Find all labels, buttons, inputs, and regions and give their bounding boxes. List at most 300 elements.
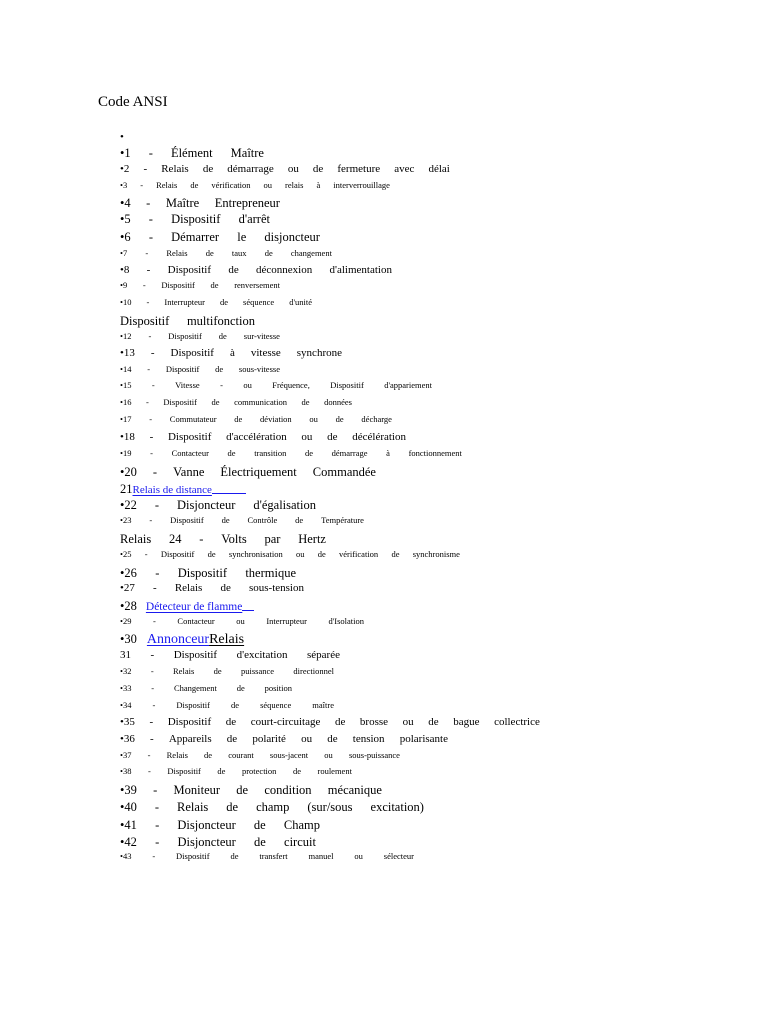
word: •25 — [120, 549, 132, 559]
word: •6 — [120, 230, 131, 244]
word: Dispositif — [176, 700, 210, 710]
word: Commutateur — [169, 414, 217, 424]
word: de — [213, 666, 222, 676]
word: de — [226, 800, 239, 814]
word: •23 — [120, 515, 132, 525]
word: de — [428, 716, 439, 728]
word: Contacteur — [177, 616, 215, 626]
word: à — [229, 347, 235, 359]
word: ou — [295, 549, 305, 559]
word: - — [153, 616, 156, 626]
word: de — [317, 549, 326, 559]
word: à — [386, 448, 390, 458]
word: changement — [290, 248, 332, 258]
word: Relais — [177, 800, 209, 814]
word: Dispositif — [177, 566, 227, 580]
word: Volts — [221, 532, 247, 546]
list-item — [120, 448, 462, 458]
word: champ — [256, 800, 290, 814]
word: directionnel — [293, 666, 334, 676]
word: décélération — [352, 431, 406, 443]
word: ou — [402, 716, 414, 728]
word: sur-vitesse — [243, 331, 280, 341]
detecteur-de-flamme-link[interactable]: Détecteur de flamme — [145, 601, 243, 613]
word: •2 — [120, 163, 130, 175]
item-number: •30 — [120, 632, 137, 646]
word: brosse — [359, 716, 389, 728]
word: fonctionnement — [408, 448, 462, 458]
word: mécanique — [327, 783, 382, 797]
word: •12 — [120, 331, 132, 341]
item-number: 21 — [120, 482, 133, 496]
list-item — [120, 347, 342, 359]
word: vérification — [211, 180, 251, 190]
word: synchronisme — [412, 549, 460, 559]
word: - — [146, 196, 151, 210]
list-item-30 — [120, 632, 244, 648]
word: - — [155, 566, 160, 580]
word: •27 — [120, 582, 135, 594]
list-item-21 — [120, 482, 246, 497]
word: Maître — [230, 146, 264, 160]
word: disjoncteur — [264, 230, 320, 244]
word: déconnexion — [256, 264, 313, 276]
word: Dispositif — [173, 649, 218, 661]
word: relais — [285, 180, 304, 190]
word: •41 — [120, 818, 137, 832]
word: Entrepreneur — [214, 196, 280, 210]
list-item — [120, 818, 320, 833]
list-item — [120, 616, 364, 626]
word: de — [220, 582, 231, 594]
list-item — [120, 515, 364, 525]
relais-text: Relais — [209, 632, 245, 647]
word: - — [149, 716, 154, 728]
list-item — [120, 397, 352, 407]
word: •16 — [120, 397, 132, 407]
word: taux — [231, 248, 247, 258]
list-item — [120, 566, 296, 581]
word: •9 — [120, 280, 128, 290]
word: séquence — [260, 700, 292, 710]
word: de — [301, 397, 310, 407]
word: multifonction — [186, 314, 255, 328]
word: d'appariement — [384, 380, 432, 390]
word: de — [210, 280, 219, 290]
word: de — [205, 248, 214, 258]
word: Dispositif — [167, 766, 201, 776]
word: •17 — [120, 414, 132, 424]
word: Relais — [166, 750, 188, 760]
word: - — [149, 431, 154, 443]
word: Vitesse — [175, 380, 200, 390]
word: - — [146, 264, 151, 276]
word: Dispositif — [167, 264, 212, 276]
list-item — [120, 264, 392, 276]
word: - — [140, 180, 144, 190]
word: Élément — [170, 146, 213, 160]
word: Relais — [173, 666, 195, 676]
word: •36 — [120, 733, 135, 745]
list-item — [120, 146, 264, 161]
word: Dispositif — [330, 380, 364, 390]
word: •1 — [120, 146, 131, 160]
word: données — [324, 397, 352, 407]
word: - — [154, 800, 160, 814]
word: polarité — [252, 733, 286, 745]
list-item — [120, 297, 312, 307]
word: maître — [312, 700, 334, 710]
list-item — [120, 835, 316, 850]
word: Dispositif — [167, 431, 212, 443]
word: séparée — [307, 649, 340, 661]
word: de — [217, 766, 226, 776]
list-item — [120, 212, 270, 227]
word: position — [264, 683, 292, 693]
word: - — [152, 851, 156, 861]
list-item-28 — [120, 599, 254, 614]
word: - — [150, 733, 154, 745]
word: courant — [228, 750, 254, 760]
word: Dispositif — [161, 280, 195, 290]
word: ou — [301, 431, 313, 443]
word: Dispositif — [167, 716, 212, 728]
word: tension — [352, 733, 385, 745]
link-underline — [242, 610, 254, 611]
word: Dispositif — [170, 347, 214, 359]
word: de — [312, 163, 324, 175]
word: sélecteur — [383, 851, 414, 861]
word: Disjoncteur — [177, 818, 236, 832]
word: • — [120, 131, 124, 143]
word: Disjoncteur — [177, 498, 236, 512]
word: •29 — [120, 616, 132, 626]
list-item — [120, 498, 316, 513]
word: séquence — [243, 297, 275, 307]
word: - — [150, 448, 153, 458]
word: ou — [301, 733, 313, 745]
word: manuel — [308, 851, 334, 861]
word: de — [327, 431, 338, 443]
word: - — [155, 818, 160, 832]
list-item — [120, 180, 390, 190]
annonceur-link[interactable]: Annonceur — [146, 632, 210, 647]
word: de — [204, 750, 213, 760]
word: •22 — [120, 498, 137, 512]
word: - — [147, 750, 151, 760]
list-item — [120, 248, 332, 258]
word: - — [151, 683, 155, 693]
word: - — [148, 766, 151, 776]
list-item — [120, 800, 424, 815]
list-item — [120, 700, 334, 710]
word: de — [292, 766, 301, 776]
word: ou — [263, 180, 273, 190]
word: - — [199, 532, 204, 546]
list-item — [120, 163, 450, 175]
word: vitesse — [250, 347, 281, 359]
word: d'accélération — [226, 431, 287, 443]
word: - — [143, 163, 148, 175]
word: de — [236, 683, 245, 693]
list-item — [120, 666, 334, 676]
word: - — [150, 666, 154, 676]
word: Vanne — [173, 465, 205, 479]
word: transition — [254, 448, 287, 458]
word: •43 — [120, 851, 132, 861]
word: Dispositif — [176, 851, 210, 861]
word: d'unité — [289, 297, 312, 307]
word: •5 — [120, 212, 131, 226]
word: •3 — [120, 180, 128, 190]
word: de — [211, 397, 220, 407]
word: Dispositif — [170, 515, 204, 525]
word: •13 — [120, 347, 135, 359]
word: Fréquence, — [272, 380, 310, 390]
list-item — [120, 783, 382, 798]
word: thermique — [245, 566, 296, 580]
word: •39 — [120, 783, 137, 797]
word: d'égalisation — [253, 498, 316, 512]
list-item — [120, 766, 352, 776]
word: •14 — [120, 364, 132, 374]
word: transfert — [259, 851, 288, 861]
list-item — [120, 532, 326, 547]
list-item — [120, 364, 280, 374]
word: à — [316, 180, 321, 190]
word: de — [228, 264, 239, 276]
word: Électriquement — [220, 465, 297, 479]
word: - — [152, 465, 158, 479]
word: Température — [321, 515, 364, 525]
word: Appareils — [168, 733, 212, 745]
word: de — [391, 549, 400, 559]
word: •15 — [120, 380, 132, 390]
word: sous-tension — [248, 582, 304, 594]
word: synchrone — [296, 347, 342, 359]
word: - — [152, 700, 156, 710]
word: - — [155, 835, 160, 849]
word: collectrice — [494, 716, 540, 728]
word: de — [327, 733, 338, 745]
word: •40 — [120, 800, 137, 814]
word: circuit — [284, 835, 316, 849]
list-item — [120, 331, 280, 341]
word: d'alimentation — [329, 264, 392, 276]
word: de — [236, 783, 249, 797]
word: bague — [453, 716, 480, 728]
word: •42 — [120, 835, 137, 849]
word: Moniteur — [173, 783, 221, 797]
word: - — [144, 549, 148, 559]
word: de — [219, 297, 228, 307]
word: Relais — [161, 163, 189, 175]
word: •7 — [120, 248, 128, 258]
list-item — [120, 314, 255, 329]
link-underline — [212, 493, 246, 494]
page-title: Code ANSI — [98, 94, 168, 110]
word: Dispositif — [165, 364, 200, 374]
word: court-circuitage — [250, 716, 321, 728]
word: •33 — [120, 683, 132, 693]
word: 31 — [120, 649, 131, 661]
word: - — [146, 397, 149, 407]
word: de — [334, 716, 346, 728]
list-item — [120, 431, 406, 443]
word: •20 — [120, 465, 137, 479]
word: de — [264, 248, 273, 258]
word: démarrage — [331, 448, 368, 458]
word: de — [207, 549, 216, 559]
word: •4 — [120, 196, 131, 210]
word: •37 — [120, 750, 132, 760]
word: Interrupteur — [164, 297, 205, 307]
list-item — [120, 716, 540, 728]
word: polarisante — [399, 733, 448, 745]
word: Commandée — [312, 465, 376, 479]
list-item — [120, 733, 448, 745]
word: Champ — [283, 818, 320, 832]
word: - — [154, 498, 160, 512]
word: ou — [324, 750, 333, 760]
word: sous-vitesse — [238, 364, 280, 374]
word: fermeture — [337, 163, 381, 175]
word: d'Isolation — [328, 616, 364, 626]
word: •35 — [120, 716, 135, 728]
list-item — [120, 549, 460, 559]
word: de — [227, 448, 236, 458]
word: synchronisation — [228, 549, 283, 559]
list-item — [120, 851, 414, 861]
word: de — [215, 364, 224, 374]
word: Contrôle — [247, 515, 278, 525]
word: de — [226, 733, 238, 745]
word: - — [150, 347, 155, 359]
word: Relais — [174, 582, 203, 594]
word: déviation — [260, 414, 292, 424]
word: •8 — [120, 264, 130, 276]
word: Relais — [156, 180, 178, 190]
word: Relais — [120, 532, 152, 546]
word: de — [202, 163, 214, 175]
word: - — [148, 212, 153, 226]
word: démarrage — [227, 163, 274, 175]
word: ou — [243, 380, 252, 390]
word: - — [153, 783, 158, 797]
word: - — [153, 582, 157, 594]
word: Contacteur — [171, 448, 209, 458]
word: de — [231, 700, 240, 710]
list-item — [120, 465, 376, 480]
word: •10 — [120, 297, 132, 307]
word: Hertz — [298, 532, 326, 546]
word: - — [146, 297, 150, 307]
list-item — [120, 683, 292, 693]
word: •34 — [120, 700, 132, 710]
item-number: •28 — [120, 599, 137, 613]
word: ou — [287, 163, 299, 175]
word: Dispositif — [163, 397, 197, 407]
word: de — [190, 180, 199, 190]
list-item — [120, 380, 432, 390]
list-item — [120, 230, 320, 245]
word: puissance — [240, 666, 275, 676]
word: (sur/sous — [307, 800, 353, 814]
list-item — [120, 649, 340, 661]
word: vérification — [339, 549, 379, 559]
word: sous-puissance — [348, 750, 400, 760]
list-item — [120, 414, 392, 424]
word: de — [218, 331, 227, 341]
word: condition — [264, 783, 312, 797]
word: sous-jacent — [269, 750, 309, 760]
word: •38 — [120, 766, 132, 776]
word: de — [253, 818, 266, 832]
word: - — [149, 515, 153, 525]
list-item — [120, 280, 280, 290]
word: interverrouillage — [333, 180, 390, 190]
word: - — [220, 380, 223, 390]
word: Démarrer — [171, 230, 220, 244]
list-item — [120, 582, 304, 594]
word: communication — [234, 397, 287, 407]
word: - — [148, 230, 153, 244]
word: - — [142, 280, 146, 290]
word: Disjoncteur — [177, 835, 236, 849]
word: renversement — [234, 280, 280, 290]
word: de — [254, 835, 266, 849]
word: d'arrêt — [238, 212, 270, 226]
word: d'excitation — [236, 649, 288, 661]
word: - — [145, 248, 149, 258]
word: •18 — [120, 431, 135, 443]
word: - — [147, 364, 151, 374]
word: Dispositif — [160, 549, 195, 559]
word: de — [335, 414, 344, 424]
word: excitation) — [370, 800, 424, 814]
word: délai — [428, 163, 450, 175]
word: •26 — [120, 566, 137, 580]
word: - — [148, 146, 153, 160]
word: avec — [394, 163, 415, 175]
word: •32 — [120, 666, 132, 676]
word: ou — [354, 851, 363, 861]
word: de — [295, 515, 304, 525]
word: 24 — [169, 532, 182, 546]
word: de — [221, 515, 230, 525]
word: Changement — [173, 683, 217, 693]
word: roulement — [317, 766, 352, 776]
word: - — [150, 649, 155, 661]
word: protection — [241, 766, 277, 776]
word: - — [149, 414, 153, 424]
word: par — [264, 532, 281, 546]
word: de — [304, 448, 313, 458]
word: Relais — [166, 248, 188, 258]
relais-de-distance-link[interactable]: Relais de distance — [132, 484, 212, 496]
word: Dispositif — [171, 212, 221, 226]
word: décharge — [361, 414, 392, 424]
list-item — [120, 750, 400, 760]
word: Dispositif — [120, 314, 170, 328]
word: Dispositif — [168, 331, 202, 341]
word: - — [148, 331, 152, 341]
list-item — [120, 131, 124, 143]
word: de — [234, 414, 243, 424]
word: Maître — [165, 196, 200, 210]
word: ou — [236, 616, 245, 626]
word: •19 — [120, 448, 132, 458]
